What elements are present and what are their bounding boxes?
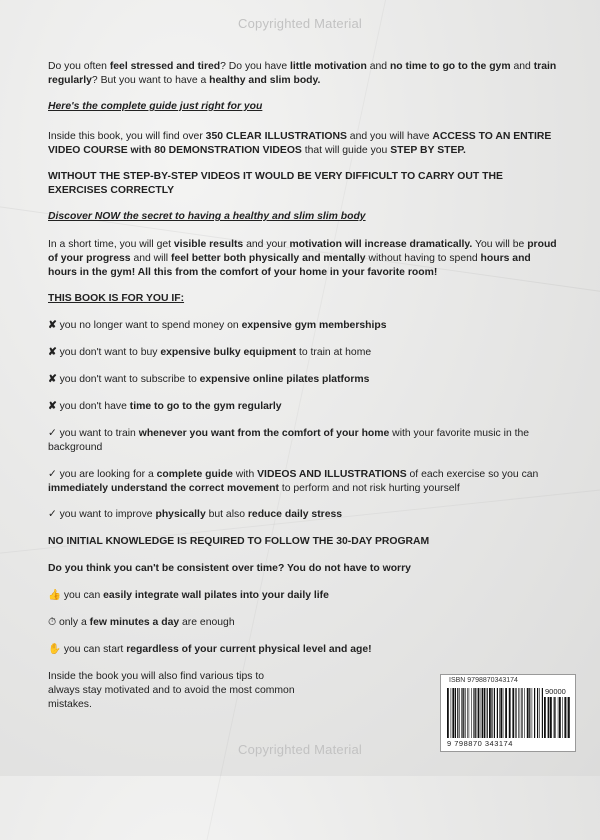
barcode-bar (515, 688, 516, 738)
text-run: that will guide you (301, 145, 391, 156)
barcode-bar (467, 688, 468, 738)
text-run: 350 CLEAR ILLUSTRATIONS (205, 131, 347, 142)
isbn-barcode (440, 674, 576, 752)
text-run: regardless of your current physical level and age! (126, 644, 372, 655)
text-run: expensive gym memberships (241, 320, 387, 331)
text-run: In a short time, you will get (48, 239, 174, 250)
text-run: feel better both physically and mentally (171, 253, 366, 264)
paragraph-consistency (48, 562, 558, 576)
barcode-bar (503, 688, 504, 738)
text-run: and you will have (346, 131, 433, 142)
text-run: WITHOUT THE STEP-BY-STEP VIDEOS IT WOULD BE VERY DIFFICULT TO CARRY OUT THE EXERCISES CORRECTLY (48, 171, 503, 196)
text-run: ✘ (48, 320, 60, 331)
barcode-bar (567, 697, 568, 738)
barcode-bar (457, 688, 458, 738)
text-run: little motivation (290, 61, 367, 72)
text-run: with your favorite music in the background (48, 428, 530, 453)
list-item-check-2 (48, 468, 558, 496)
text-run: easily integrate wall pilates into your daily life (103, 590, 329, 601)
barcode-bar (518, 688, 519, 738)
text-run: motivation will increase dramatically. (289, 239, 473, 250)
paragraph-results (48, 238, 558, 280)
text-run: you don't have (59, 401, 130, 412)
barcode-bar (455, 688, 456, 738)
barcode-bar (562, 697, 563, 738)
paper-crease (206, 0, 394, 840)
barcode-bar (550, 697, 552, 738)
text-run: you don't want to buy (59, 347, 161, 358)
watermark-bottom: Copyrighted Material (238, 742, 362, 757)
text-run: are enough (179, 617, 235, 628)
list-item-cross-2 (48, 346, 558, 360)
barcode-bar (497, 688, 498, 738)
barcode-bar (461, 688, 462, 738)
text-run: ? But you want to have a (91, 75, 210, 86)
text-run: visible results (173, 239, 244, 250)
text-run: ✋ (48, 644, 64, 655)
barcode-bar (539, 688, 540, 738)
text-run: you can (63, 590, 104, 601)
text-run: feel stressed and tired (109, 61, 221, 72)
barcode-bar (491, 688, 492, 738)
paragraph-for-you-heading (48, 292, 558, 306)
text-run: expensive bulky equipment (160, 347, 297, 358)
barcode-bar (527, 688, 529, 738)
price-code: 90000 (545, 687, 566, 696)
barcode-bar (459, 688, 460, 738)
barcode-bar (452, 688, 454, 738)
text-run: Here's the complete guide just right for you (48, 101, 263, 112)
text-run: no time to go to the gym (389, 61, 511, 72)
text-run: complete guide (156, 469, 233, 480)
text-run: train regularly (48, 61, 557, 86)
text-run: few minutes a day (89, 617, 180, 628)
barcode-bar (463, 688, 464, 738)
text-run: immediately understand the correct movement (48, 483, 279, 494)
text-run: ✓ (48, 428, 60, 439)
text-run: to perform and not risk hurting yourself (278, 483, 460, 494)
text-run: and (510, 61, 534, 72)
text-run: of each exercise so you can (406, 469, 539, 480)
barcode-bar (473, 688, 474, 738)
text-run: ACCESS TO AN ENTIRE VIDEO COURSE with 80 DEMONSTRATION VIDEOS (48, 131, 552, 156)
list-item-check-3 (48, 508, 558, 522)
barcode-bar (529, 688, 530, 738)
text-run: ⏱ (48, 617, 59, 628)
text-run: 👍 (48, 590, 64, 601)
text-run: ✘ (48, 374, 60, 385)
text-run: ✓ (48, 509, 60, 520)
barcode-bar (484, 688, 486, 738)
text-run: hours and hours in the gym! All this from the comfort of your home in your favorite room! (48, 253, 531, 278)
paragraph-no-knowledge (48, 535, 558, 549)
text-run: and your (243, 239, 290, 250)
barcode-bar (542, 688, 543, 738)
barcode-bar (494, 688, 495, 738)
barcode-bar (559, 697, 561, 738)
barcode-bar (447, 688, 449, 738)
barcode-bar (524, 688, 525, 738)
text-run: ✘ (48, 347, 60, 358)
barcode-bar (489, 688, 491, 738)
text-run: Do you often (48, 61, 110, 72)
barcode-bar (532, 688, 533, 738)
text-run: You will be (472, 239, 528, 250)
text-run: healthy and slim body. (209, 75, 321, 86)
barcode-bar (512, 688, 514, 738)
list-item-benefit-1 (48, 589, 558, 603)
barcode-bar (505, 688, 507, 738)
text-run: you can start (63, 644, 127, 655)
barcode-bar (568, 697, 570, 738)
barcode-bar (500, 688, 502, 738)
barcode-bar (478, 688, 480, 738)
price-barcode-bars (544, 697, 570, 738)
barcode-bar (469, 688, 470, 738)
text-run: THIS BOOK IS FOR YOU IF: (48, 293, 185, 304)
text-run: you don't want to subscribe to (59, 374, 200, 385)
barcode-bar (558, 697, 559, 738)
text-run: proud of your progress (48, 239, 557, 264)
barcode-bar (509, 688, 511, 738)
list-item-cross-4 (48, 400, 558, 414)
barcode-bar (537, 688, 538, 738)
text-run: without having to spend (365, 253, 481, 264)
barcode-bar (548, 697, 550, 738)
barcode-bars (447, 688, 543, 738)
list-item-cross-3 (48, 373, 558, 387)
barcode-bar (554, 697, 555, 738)
text-run: NO INITIAL KNOWLEDGE IS REQUIRED TO FOLLOW THE 30-DAY PROGRAM (48, 536, 430, 547)
barcode-bar (482, 688, 483, 738)
barcode-bar (521, 688, 522, 738)
text-run: whenever you want from the comfort of your home (138, 428, 390, 439)
text-run: ✓ (48, 469, 60, 480)
list-item-benefit-2 (48, 616, 558, 630)
barcode-bar (475, 688, 476, 738)
text-run: Do you think you can't be consistent over time? You do not have to worry (48, 563, 411, 574)
text-run: but also (205, 509, 248, 520)
text-run: time to go to the gym regularly (129, 401, 282, 412)
text-run: to train at home (296, 347, 372, 358)
text-run: Discover NOW the secret to having a healthy and slim slim body (48, 211, 366, 222)
list-item-benefit-3 (48, 643, 558, 657)
text-run: Inside this book, you will find over (48, 131, 206, 142)
text-run: with (232, 469, 258, 480)
barcode-bar (544, 697, 546, 738)
text-run: ? Do you have (220, 61, 291, 72)
barcode-digits: 9 798870 343174 (447, 739, 513, 748)
barcode-bar (451, 688, 452, 738)
barcode-bar (564, 697, 566, 738)
text-run: you want to improve (59, 509, 156, 520)
text-run: STEP BY STEP. (390, 145, 466, 156)
text-run: you are looking for a (59, 469, 157, 480)
barcode-bar (465, 688, 466, 738)
text-run: you want to train (59, 428, 139, 439)
barcode-bar (487, 688, 488, 738)
text-run: expensive online pilates platforms (199, 374, 370, 385)
text-run: VIDEOS AND ILLUSTRATIONS (257, 469, 407, 480)
paragraph-tips (48, 670, 298, 712)
barcode-bar (481, 688, 482, 738)
text-run: you no longer want to spend money on (59, 320, 242, 331)
text-run: ✘ (48, 401, 60, 412)
paragraph-videos-warning (48, 170, 558, 198)
text-run: Inside the book you will also find various tips to always stay motivated and to avoid the most common mistakes. (48, 671, 295, 710)
text-run: only a (59, 617, 90, 628)
barcode-bar (520, 688, 521, 738)
paragraph-inside-book (48, 130, 558, 158)
isbn-label: ISBN 9798870343174 (449, 677, 518, 684)
text-run: and (366, 61, 390, 72)
list-item-check-1 (48, 427, 558, 455)
text-run: reduce daily stress (247, 509, 343, 520)
text-run: physically (155, 509, 206, 520)
paragraph-discover (48, 210, 558, 224)
paragraph-intro (48, 60, 558, 88)
text-run: and will (130, 253, 171, 264)
barcode-bar (471, 688, 472, 738)
list-item-cross-1 (48, 319, 558, 333)
paragraph-guide-heading (48, 100, 558, 114)
barcode-bar (555, 697, 556, 738)
barcode-bar (534, 688, 535, 738)
watermark-top: Copyrighted Material (238, 16, 362, 31)
barcode-bar (499, 688, 500, 738)
